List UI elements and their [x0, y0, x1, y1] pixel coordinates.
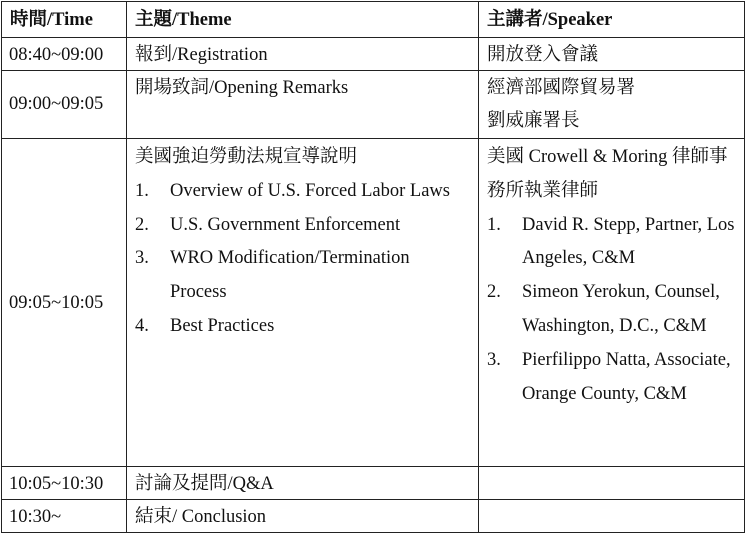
item-text: David R. Stepp, Partner, Los Angeles, C&M: [522, 214, 735, 269]
item-text: Overview of U.S. Forced Labor Laws: [170, 180, 450, 201]
list-item: [487, 276, 736, 344]
list-item: [487, 344, 736, 412]
time-cell: 10:30~: [2, 500, 127, 533]
theme-cell: [127, 139, 479, 467]
agenda-table: [1, 1, 745, 533]
item-number: 2.: [487, 282, 501, 303]
item-number: 2.: [135, 214, 149, 235]
item-text: Pierfilippo Natta, Associate, Orange County, C&M: [522, 349, 731, 404]
speaker-org: 美國 Crowell & Moring 律師事務所執業律師: [487, 147, 728, 201]
speaker-cell: 開放登入會議: [479, 38, 745, 71]
theme-cell: 報到/Registration: [127, 38, 479, 71]
theme-cell: 開場致詞/Opening Remarks: [127, 71, 479, 139]
header-theme: 主題/Theme: [127, 2, 479, 38]
speaker-cell: [479, 71, 745, 139]
list-item: [135, 209, 470, 243]
list-item: [135, 242, 470, 310]
header-row: [2, 2, 745, 38]
speaker-item-list: [487, 209, 736, 412]
agenda-row-forced-labor: [2, 139, 745, 467]
item-text: WRO Modification/Termination Process: [170, 248, 410, 303]
header-time: 時間/Time: [2, 2, 127, 38]
list-item: [135, 310, 470, 344]
item-number: 1.: [135, 180, 149, 201]
agenda-row-opening: [2, 71, 745, 139]
time-cell: 08:40~09:00: [2, 38, 127, 71]
agenda-row-qa: [2, 467, 745, 500]
speaker-org: 經濟部國際貿易署: [487, 78, 636, 98]
header-speaker: 主講者/Speaker: [479, 2, 745, 38]
time-cell: 09:00~09:05: [2, 71, 127, 139]
theme-title: 美國強迫勞動法規宣導說明: [135, 147, 358, 167]
theme-cell: 結束/ Conclusion: [127, 500, 479, 533]
theme-item-list: [135, 175, 470, 344]
speaker-cell: [479, 467, 745, 500]
item-number: 3.: [487, 349, 501, 370]
time-cell: 09:05~10:05: [2, 139, 127, 467]
item-number: 4.: [135, 315, 149, 336]
item-number: 3.: [135, 248, 149, 269]
speaker-name: 劉威廉署長: [487, 111, 580, 131]
list-item: [487, 209, 736, 277]
item-text: Simeon Yerokun, Counsel, Washington, D.C., C&M: [522, 282, 720, 336]
speaker-cell: [479, 139, 745, 467]
list-item: [135, 175, 470, 209]
item-number: 1.: [487, 214, 501, 235]
item-text: U.S. Government Enforcement: [170, 214, 401, 235]
item-text: Best Practices: [170, 315, 275, 336]
time-cell: 10:05~10:30: [2, 467, 127, 500]
theme-cell: 討論及提問/Q&A: [127, 467, 479, 500]
speaker-cell: [479, 500, 745, 533]
agenda-row-conclusion: [2, 500, 745, 533]
agenda-row-registration: [2, 38, 745, 71]
